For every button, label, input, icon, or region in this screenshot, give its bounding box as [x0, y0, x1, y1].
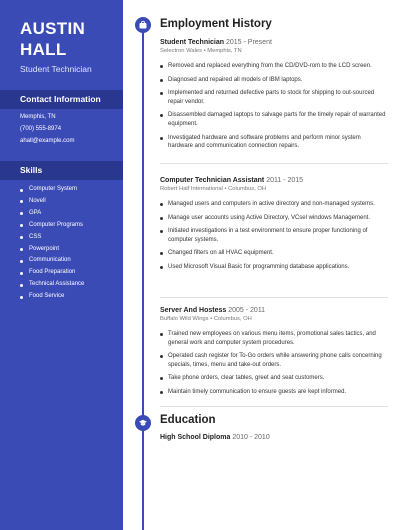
job-bullet: Managed users and computers in active directory and non-managed systems.: [160, 200, 386, 209]
skill-item: Food Service: [20, 291, 84, 303]
job-dates: 2015 - Present: [226, 39, 272, 46]
briefcase-icon: [139, 21, 147, 29]
job-bullet: Manage user accounts using Active Directory, VCsel windows Management.: [160, 214, 386, 223]
education-degree: High School Diploma: [160, 434, 231, 441]
job-company: Robert Half International: [160, 186, 223, 192]
divider: [160, 163, 388, 164]
skill-item: Food Preparation: [20, 267, 84, 279]
skills-heading: Skills: [0, 161, 123, 180]
divider: [160, 297, 388, 298]
job-company: Selectron Wales: [160, 48, 202, 54]
name-first: AUSTIN: [20, 19, 86, 38]
job-bullet: Removed and replaced everything from the CD/DVD-rom to the LCD screen.: [160, 62, 386, 71]
job-bullets: [160, 330, 386, 397]
divider: [160, 406, 388, 407]
contact-email[interactable]: ahall@example.com: [20, 138, 75, 144]
education-entry: [160, 434, 270, 441]
timeline-line: [142, 18, 144, 530]
skill-item: Computer Programs: [20, 220, 84, 232]
job-dates: 2005 - 2011: [228, 307, 266, 314]
job-bullet: Maintain timely communication to ensure guests are kept informed.: [160, 388, 386, 397]
skill-item: Technical Assistance: [20, 279, 84, 291]
sidebar: [0, 0, 123, 530]
job-entry: Student Technician 2015 - Present Selectron Wales • Memphis, TN Removed and replaced everything from the CD/DVD-rom to the LCD screen. Diagnosed and repaired all models of IBM laptops. Implemented and returned defective parts to stock for shipping to out-sourced repair vendor. Disassembled damaged laptops to salvage parts for the timely repair of warranted equipment. Investigated hardware and software problems and perform minor system hardware and communication connection repairs.: [160, 39, 386, 150]
contact-heading: Contact Information: [0, 90, 123, 109]
candidate-title: Student Technician: [20, 64, 92, 74]
skill-item: Computer System: [20, 184, 84, 196]
skill-item: GPA: [20, 208, 84, 220]
job-bullet: Initiated investigations in a test environment to ensure proper functioning of computer systems.: [160, 227, 386, 244]
job-title: Computer Technician Assistant: [160, 177, 265, 184]
job-bullets: [160, 200, 386, 272]
candidate-name: [20, 18, 85, 60]
job-title: Server And Hostess: [160, 307, 227, 314]
job-bullet: Disassembled damaged laptops to salvage parts for the timely repair of warranted equipment.: [160, 111, 386, 128]
employment-marker: [135, 17, 151, 33]
skills-list: [20, 184, 84, 303]
job-bullet: Operated cash register for To-Go orders while answering phone calls concerning specials, times, menu and take-out orders.: [160, 352, 386, 369]
name-last: HALL: [20, 40, 67, 59]
skill-item: Powerpoint: [20, 244, 84, 256]
skill-item: Novell: [20, 196, 84, 208]
job-bullet: Trained new employees on various menu items, promotional sales tactics, and general work and computer system procedures.: [160, 330, 386, 347]
job-bullets: [160, 62, 386, 151]
contact-location: Memphis, TN: [20, 114, 56, 120]
job-bullet: Used Microsoft Visual Basic for programming database applications.: [160, 263, 386, 272]
job-entry: Computer Technician Assistant 2011 - 2015 Robert Half International • Columbus, OH Managed users and computers in active directory and non-managed systems. Manage user accounts using Active Directory, VCsel windows Management. Initiated investigations in a test environment to ensure proper functioning of computer systems. Changed filters on all HVAC equipment. Used Microsoft Visual Basic for programming database applications.: [160, 177, 386, 277]
job-dates: 2011 - 2015: [266, 177, 304, 184]
contact-phone: (700) 555-8974: [20, 126, 62, 132]
job-title: Student Technician: [160, 39, 225, 46]
education-heading: Education: [160, 414, 216, 426]
job-bullet: Investigated hardware and software problems and perform minor system hardware and communication connection repairs.: [160, 134, 386, 151]
education-dates: 2010 - 2010: [232, 434, 270, 441]
job-location: Memphis, TN: [207, 48, 242, 54]
education-marker: [135, 415, 151, 431]
job-location: Columbus, OH: [213, 316, 252, 322]
job-location: Columbus, OH: [228, 186, 267, 192]
graduation-cap-icon: [139, 419, 147, 427]
job-bullet: Diagnosed and repaired all models of IBM laptops.: [160, 76, 386, 85]
job-bullet: Implemented and returned defective parts to stock for shipping to out-sourced repair vendor.: [160, 89, 386, 106]
job-bullet: Changed filters on all HVAC equipment.: [160, 249, 386, 258]
job-company: Buffalo Wild Wings: [160, 316, 209, 322]
skill-item: CSS: [20, 232, 84, 244]
job-bullet: Take phone orders, clear tables, greet and seat customers.: [160, 374, 386, 383]
job-entry: Server And Hostess 2005 - 2011 Buffalo Wild Wings • Columbus, OH Trained new employees on various menu items, promotional sales tactics, and general work and computer system procedures. Operated cash register for To-Go orders while answering phone calls concerning specials, times, menu and take-out orders. Take phone orders, clear tables, greet and seat customers. Maintain timely communication to ensure guests are kept informed.: [160, 307, 386, 402]
skill-item: Communication: [20, 255, 84, 267]
employment-heading: Employment History: [160, 18, 272, 30]
